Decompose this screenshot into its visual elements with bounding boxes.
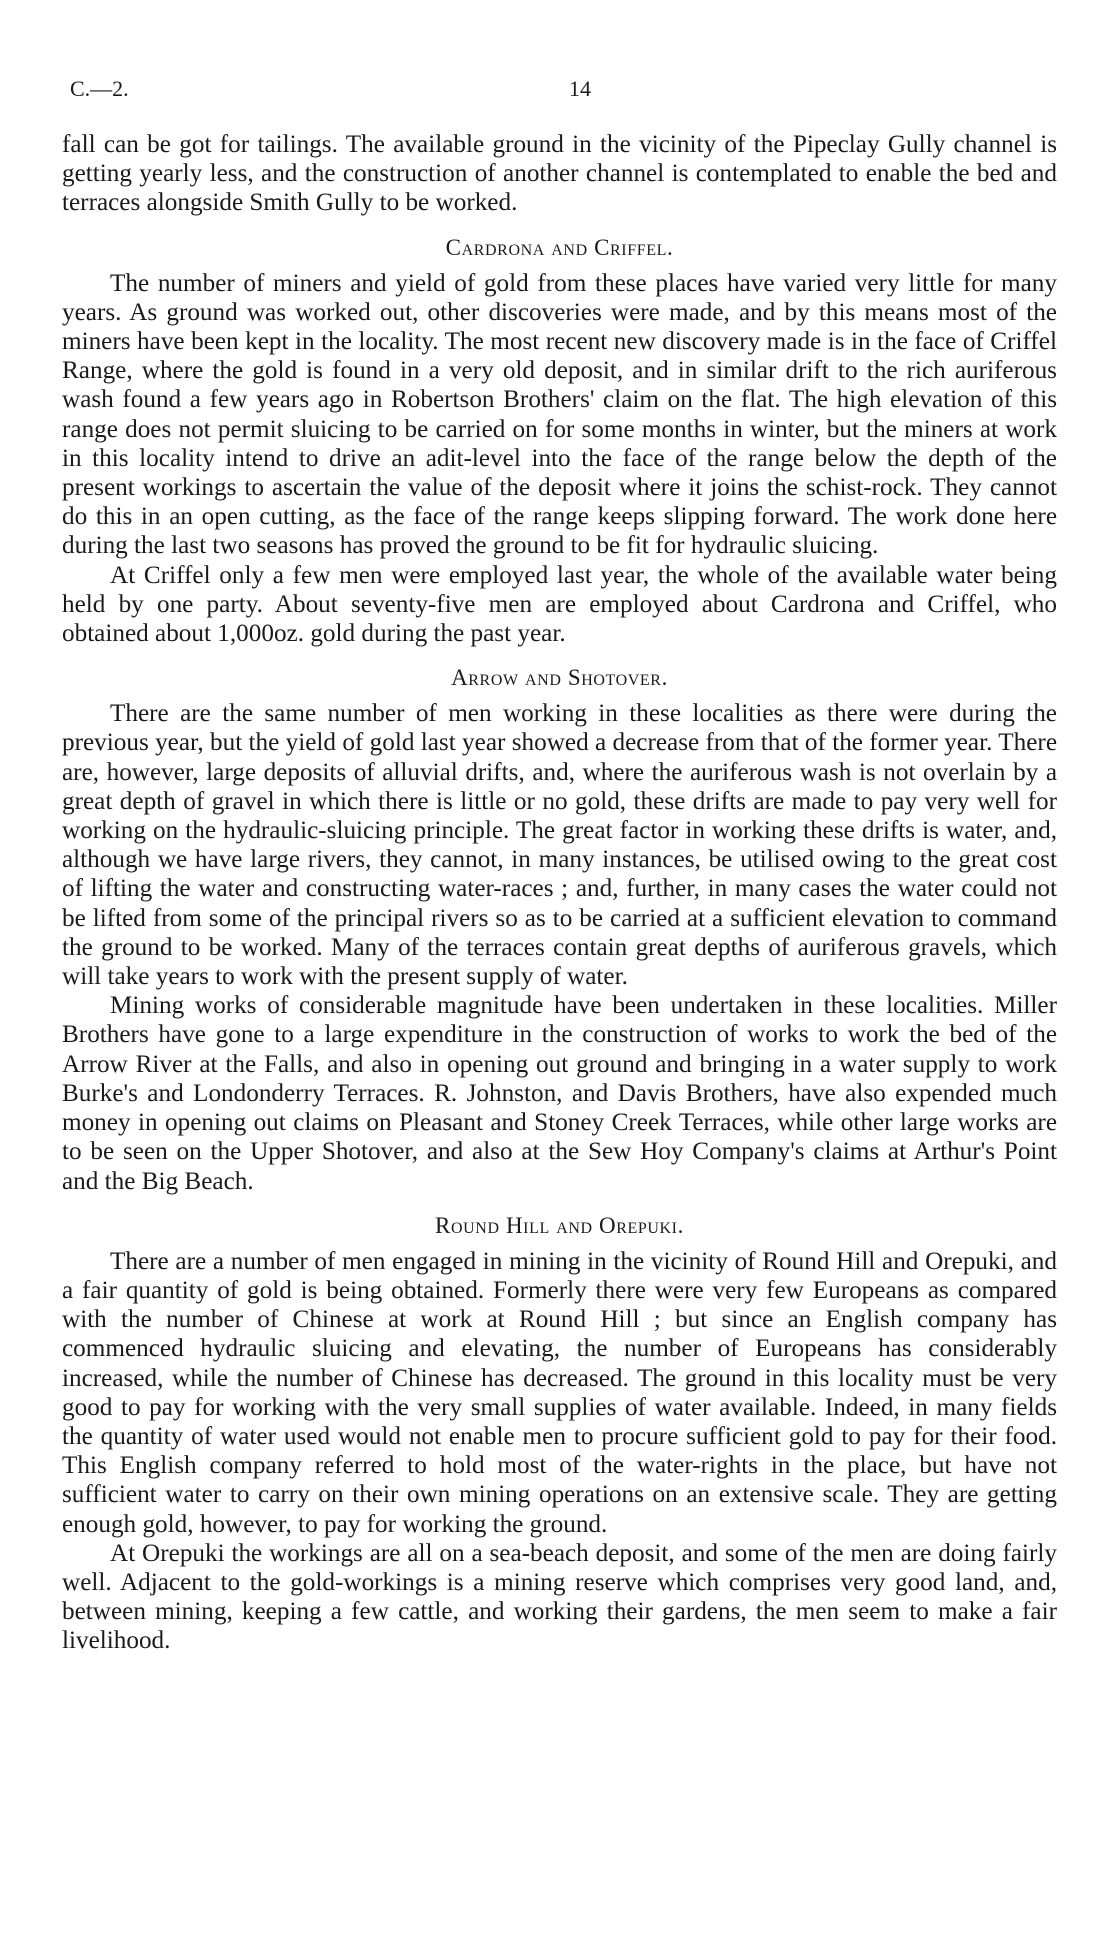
- paragraph-round-hill-2: At Orepuki the workings are all on a sea-beach deposit, and some of the men are doing fairly well. Adjacent to the gold-workings is a mining reserve which comprises very good land, and, between mining, keeping a few cattle, and working their gardens, the men seem to make a fair livelihood.: [62, 1539, 1057, 1655]
- section-heading-round-hill-orepuki: Round Hill and Orepuki.: [435, 1212, 684, 1238]
- section-heading-arrow-shotover: Arrow and Shotover.: [451, 665, 668, 691]
- paragraph-arrow-2: Mining works of considerable magnitude have been undertaken in these localities. Miller Brothers have gone to a large expenditure in the construction of works to work the bed of the Arrow River at the Falls, and also in opening out ground and bringing in a water supply to work Burke's and Londonderry Terraces. R. Johnston, and Davis Brothers, have also expended much money in opening out claims on Pleasant and Stoney Creek Terraces, while other large works are to be seen on the Upper Shotover, and also at the Sew Hoy Company's claims at Arthur's Point and the Big Beach.: [62, 992, 1057, 1195]
- section-heading-cardrona-criffel: Cardrona and Criffel.: [445, 234, 674, 260]
- document-reference: C.—2.: [70, 76, 129, 101]
- paragraph-cardrona-2: At Criffel only a few men were employed last year, the whole of the available water being held by one party. About seventy-five men are employed about Cardrona and Criffel, who obtained about 1,000oz. gold during the past year.: [62, 561, 1057, 648]
- document-body: [62, 130, 1057, 1656]
- page-number: 14: [569, 76, 591, 101]
- paragraph-round-hill-1: There are a number of men engaged in mining in the vicinity of Round Hill and Orepuki, and a fair quantity of gold is being obtained. Formerly there were very few Europeans as compared with the number of Chinese at work at Round Hill ; but since an English company has commenced hydraulic sluicing and elevating, the number of Europeans has considerably increased, while the number of Chinese has decreased. The ground in this locality must be very good to pay for working with the very small supplies of water available. Indeed, in many fields the quantity of water used would not enable men to procure sufficient gold to pay for their food. This English company referred to hold most of the water-rights in the place, but have not sufficient water to carry on their own mining operations on an extensive scale. They are getting enough gold, however, to pay for working the ground.: [62, 1247, 1057, 1538]
- page-header: [70, 76, 1060, 106]
- intro-paragraph: fall can be got for tailings. The available ground in the vicinity of the Pipeclay Gully channel is getting yearly less, and the construction of another channel is contemplated to enable the bed and terraces alongside Smith Gully to be worked.: [62, 131, 1057, 217]
- paragraph-arrow-1: There are the same number of men working in these localities as there were during the previous year, but the yield of gold last year showed a decrease from that of the former year. There are, however, large deposits of alluvial drifts, and, where the auriferous wash is not overlain by a great depth of gravel in which there is little or no gold, these drifts are made to pay very well for working on the hydraulic-sluicing principle. The great factor in working these drifts is water, and, although we have large rivers, they cannot, in many instances, be utilised owing to the great cost of lifting the water and constructing water-races ; and, further, in many cases the water could not be lifted from some of the principal rivers so as to be carried at a sufficient elevation to command the ground to be worked. Many of the terraces contain great depths of auriferous gravels, which will take years to work with the present supply of water.: [62, 700, 1057, 991]
- paragraph-cardrona-1: The number of miners and yield of gold from these places have varied very little for many years. As ground was worked out, other discoveries were made, and by this means most of the miners have been kept in the locality. The most recent new discovery made is in the face of Criffel Range, where the gold is found in a very old deposit, and in similar drift to the rich auriferous wash found a few years ago in Robertson Brothers' claim on the flat. The high elevation of this range does not permit sluicing to be carried on for some months in winter, but the miners at work in this locality intend to drive an adit-level into the face of the range below the depth of the present workings to ascertain the value of the deposit where it joins the schist-rock. They cannot do this in an open cutting, as the face of the range keeps slipping forward. The work done here during the last two seasons has proved the ground to be fit for hydraulic sluicing.: [62, 269, 1057, 560]
